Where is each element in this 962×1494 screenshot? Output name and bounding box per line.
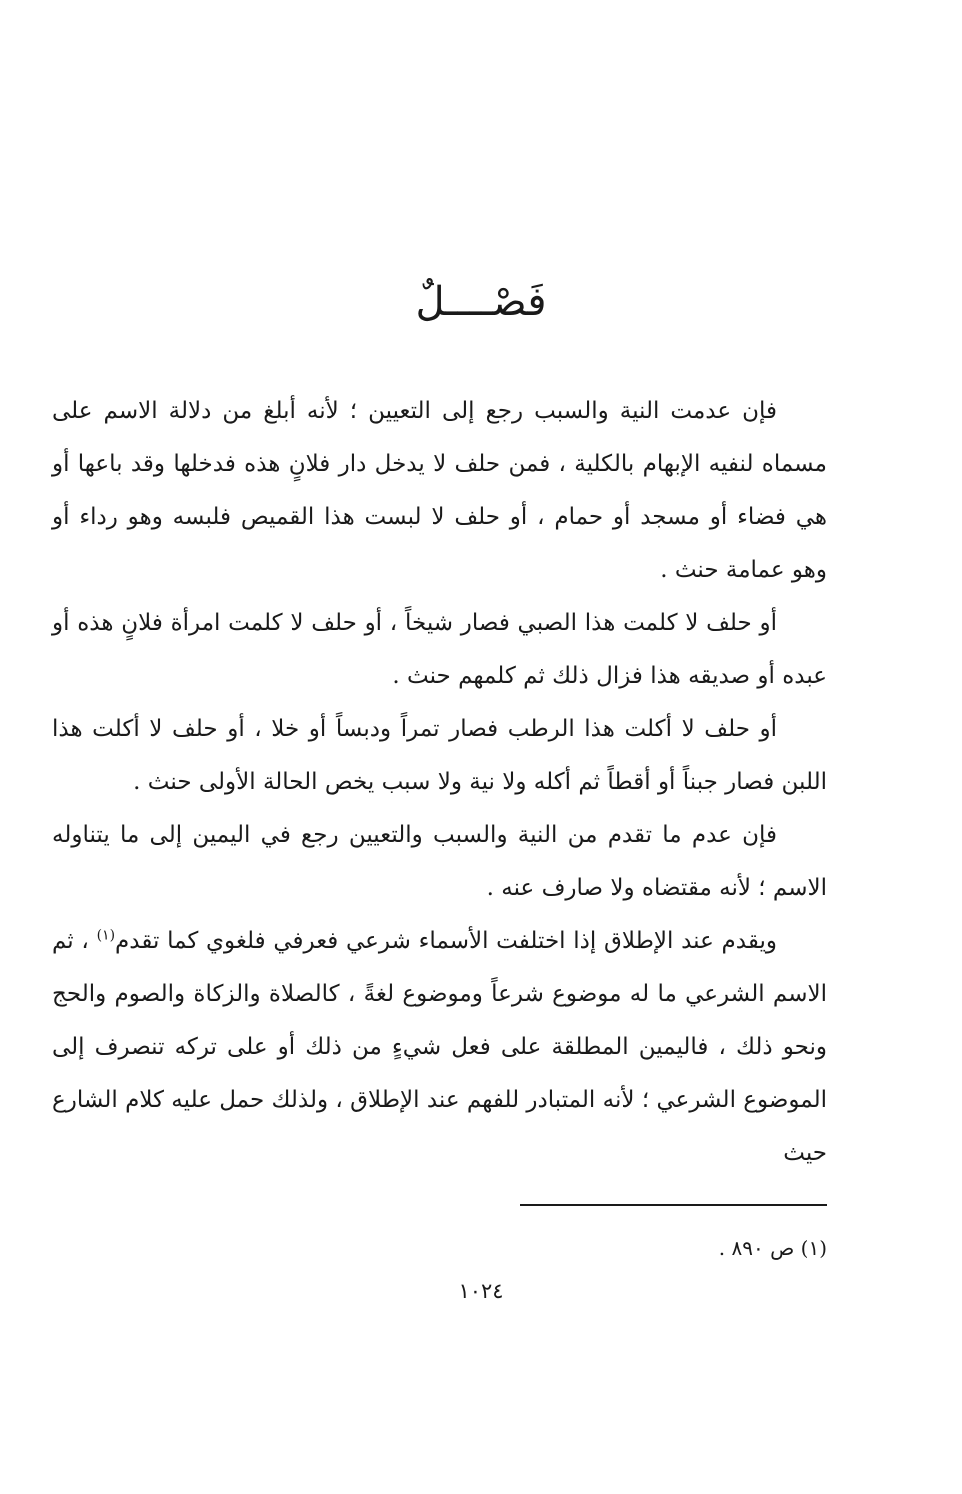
page-number: ١٠٢٤ [458,1279,504,1303]
footnote-reference: (١) [96,927,116,944]
paragraph-2: أو حلف لا كلمت هذا الصبي فصار شيخاً ، أو حلف لا كلمت امرأة فلانٍ هذه أو عبده أو صديقه هذا فزال ذلك ثم كلمهم حنث . [52,610,827,689]
paragraph-5-text-start: ويقدم عند الإطلاق إذا اختلفت الأسماء شرعي فعرفي فلغوي كما تقدم [115,928,777,954]
footnote-separator [520,1204,827,1206]
paragraph-3: أو حلف لا أكلت هذا الرطب فصار تمراً ودبساً أو خلا ، أو حلف لا أكلت هذا اللبن فصار جبناً أو أقطاً ثم أكله ولا نية ولا سبب يخص الحالة الأولى حنث . [52,716,827,795]
paragraph-1: فإن عدمت النية والسبب رجع إلى التعيين ؛ لأنه أبلغ من دلالة الاسم على مسماه لنفيه الإبهام بالكلية ، فمن حلف لا يدخل دار فلانٍ هذه فدخلها وقد باعها أو هي فضاء أو مسجد أو حمام ، أو حلف لا لبست هذا القميص فلبسه وهو رداء أو وهو عمامة حنث . [52,398,827,583]
section-heading: فَصْــــلٌ [415,279,547,325]
paragraph-5 [52,915,827,1180]
main-text [52,385,827,1180]
paragraph-4: فإن عدم ما تقدم من النية والسبب والتعيين رجع في اليمين إلى ما يتناوله الاسم ؛ لأنه مقتضاه ولا صارف عنه . [52,822,827,901]
footnote: (١) ص ٨٩٠ . [718,1236,827,1260]
paragraph-5-text-end: ، ثم الاسم الشرعي ما له موضوع شرعاً وموضوع لغةً ، كالصلاة والزكاة والصوم والحج ونحو ذلك ، فاليمين المطلقة على فعل شيءٍ من ذلك أو على تركه تنصرف إلى الموضوع الشرعي ؛ لأنه المتبادر للفهم عند الإطلاق ، ولذلك حمل عليه كلام الشارع حيث [52,928,827,1166]
